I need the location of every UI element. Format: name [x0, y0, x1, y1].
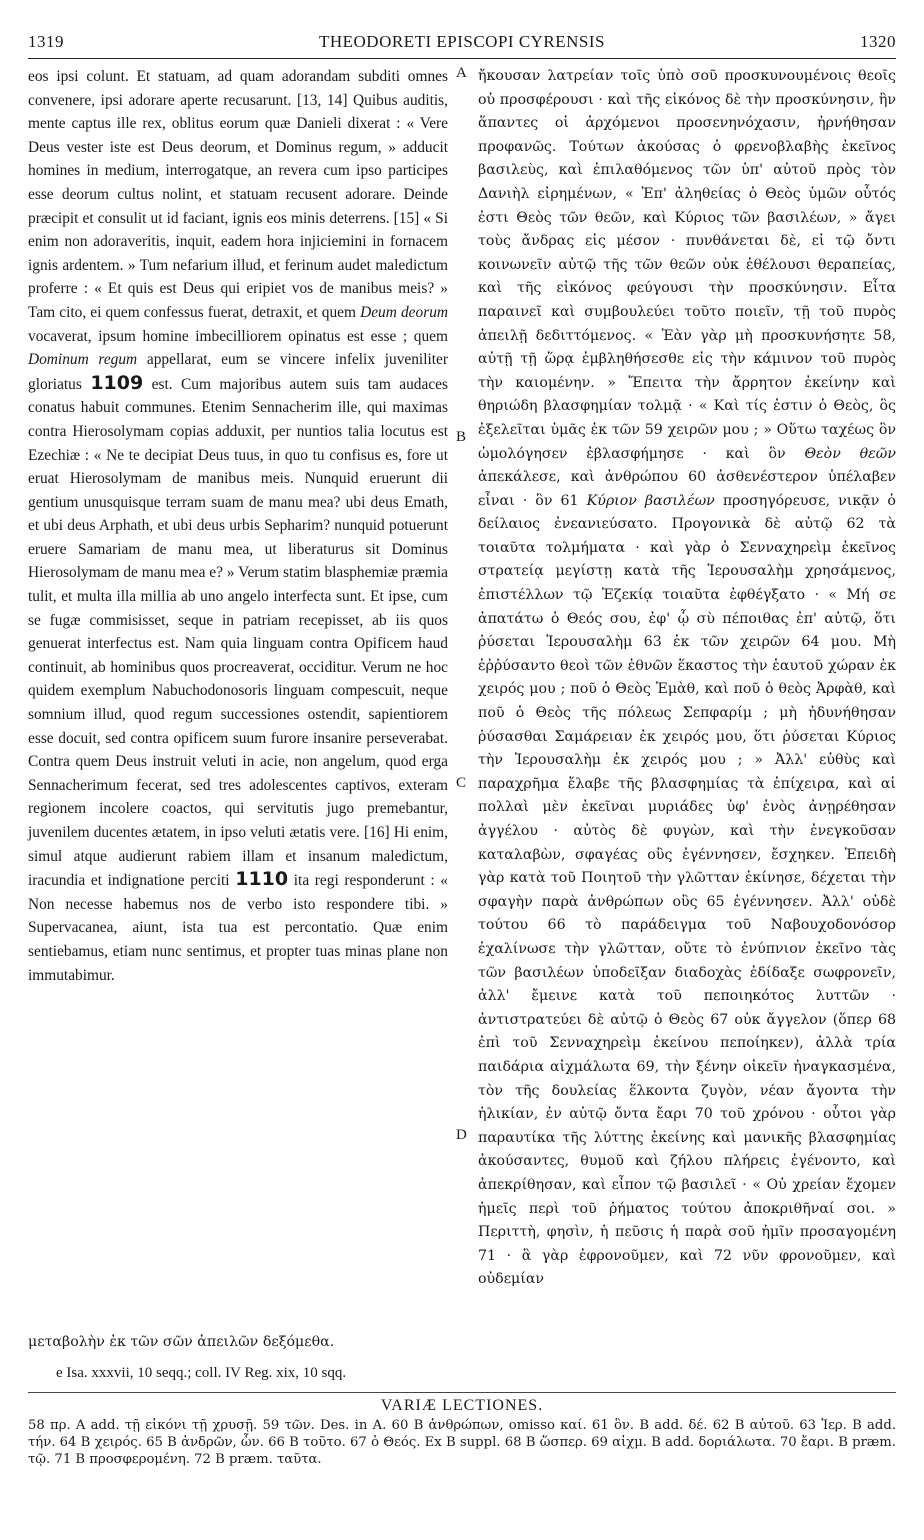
greek-segment: ἀπεκάλεσε, καὶ ἀνθρώπου 60 ἀσθενέστερον ὑπέλαβεν εἶναι · ὃν 61 [478, 469, 896, 509]
text-columns [28, 65, 896, 1325]
column-number-1109: 1109 [90, 371, 144, 394]
variae-lectiones-text: 58 πρ. A add. τῇ εἰκόνι τῇ χρυσῇ. 59 τῶν. Des. in A. 60 B ἀνθρώπων, omisso καί. 61 ὃν. B add. δέ. 62 B αὐτοῦ. 63 Ἱερ. B add. τήν. 64 B χειρός. 65 B ἀνδρῶν, ὧν. 66 B τοῦτο. 67 ὁ Θεός. Ex B suppl. 68 B ὥσπερ. 69 αἰχμ. B add. δοριάλωτα. 70 ἔαρι. B præm. τῷ. 71 B προσφερομένη. 72 B præm. ταῦτα. [28, 1417, 896, 1467]
variae-lectiones-heading: VARIÆ LECTIONES. [380, 1396, 544, 1414]
margin-letter-b: B [456, 429, 467, 445]
divider [28, 1392, 896, 1393]
running-head [28, 28, 896, 59]
page-number-left: 1319 [28, 32, 64, 51]
latin-segment: est. Cum majoribus autem suis tam audaces conatus habuit communes. Etenim Sennacherim ille, qui maximas contra Hierosolymam copias adduxit, per nuntios talia locutus est Ezechiæ : « Ne te decipiat Deus tuus, in quo tu confisus es, fore ut eruat Hierosolymam de manibus meis. Nunquid eruerunt dii gentium unusquisque terram suam de manu mea? ubi deus Emath, et ubi deus Arphath, et ubi deus urbis Sepharim? nunquid potuerunt eruere Samariam de manu mea, ut liberaturus sit Dominus Hierosolymam de manu mea e? » Verum statim blasphemiæ præmia tulit, et multa illa millia ab uno angelo interfecta sunt. Et ipse, cum se fugæ commisisset, seque in patriam recepisset, ab iis quos genuerat interfectus est. Nam quia linguam contra Opificem haud continuit, ab hominibus quos procreaverat, occiditur. Verum ne hoc quidem exemplum Nabuchodonosoris linguam compescuit, neque somnium illud, quod regum successiones ostendit, sapientiorem esse docuit, sed contra opificem suum furore insanire perseverabat. Contra quem Deus instruit veluti in acie, non angelum, quod erga Sennacherimum fecerat, sed tres adolescentes captivos, exteram regionem incolere coactos, qui servitutis jugo premebantur, juvenilem ducentes ætatem, in ipso veluti ætatis vere. [16] Hi enim, simul atque audierunt rabiem illam et insanum maledictum, iracundia et indignatione perciti [28, 375, 448, 890]
greek-italic-kyrion-basileon: Κύριον βασιλέων [586, 492, 715, 509]
greek-italic-theon-theon: Θεὸν θεῶν [804, 445, 896, 462]
margin-letter-a: A [456, 65, 467, 81]
margin-letter-c: C [456, 775, 467, 791]
greek-text [478, 65, 896, 1292]
greek-column [478, 65, 896, 1292]
latin-segment: ita regi responderunt : « Non necesse habemus nos de verbo isto respondere tibi. » Supervacanea, aiunt, ista tua est percontatio. Quæ enim sentiebamus, etiam nunc sentimus, et propter tuas minas plane non immutabimur. [28, 872, 448, 984]
page-number-right: 1320 [860, 32, 896, 51]
greek-continuation: μεταβολὴν ἐκ τῶν σῶν ἀπειλῶν δεξόμεθα. [28, 1334, 335, 1350]
greek-segment: ἤκουσαν λατρείαν τοῖς ὑπὸ σοῦ προσκυνουμένοις θεοῖς οὐ προσφέρουσι · καὶ τῆς εἰκόνος δὲ τὴν προσκύνησιν, ἣν ἅπαντες οἱ ἀρχόμενοι προσενηνόχασιν, ἠρνήθησαν προφανῶς. Τούτων ἀκούσας ὁ φρενοβλαβὴς ἐκεῖνος βασιλεὺς, καὶ ἐπιλαθόμενος τῶν ὑπ' αὐτοῦ πρὸς τὸν Δανιὴλ εἰρημένων, « Ἐπ' ἀληθείας ὁ Θεὸς ὑμῶν οὗτός ἐστι Θεὸς τῶν θεῶν, καὶ Κύριος τῶν βασιλέων, » ἄγει τοὺς ἄνδρας εἰς μέσον · πυνθάνεται δὲ, εἰ τῷ ὄντι κοινωνεῖν αὐτῷ τῆς τῶν θεῶν οὐκ ἐθέλουσι θεραπείας, καὶ τῆς εἰκόνος φεύγουσι τὴν προσκύνησιν. Εἶτα παραινεῖ καὶ συμβουλεύει τοῦτο ποιεῖν, τῇ τοῦ πυρὸς ἀπειλῇ δεδιττόμενος. « Ἐὰν γὰρ μὴ προσκυνήσητε 58, αὐτῇ τῇ ὥρᾳ ἐμβληθήσεσθε εἰς τὴν κάμινον τοῦ πυρὸς τὴν καιομένην. » Ἔπειτα τὴν ἄρρητον ἐκείνην καὶ θηριώδη βλασφημίαν τολμᾷ · « Καὶ τίς ἐστιν ὁ Θεὸς, ὃς ἐξελεῖται ὑμᾶς ἐκ τῶν 59 χειρῶν μου ; » Οὕτω ταχέως ὃν ὡμολόγησεν ἐβλασφήμησε · καὶ ὃν [478, 68, 896, 462]
footnote: e Isa. xxxvii, 10 seqq.; coll. IV Reg. xix, 10 sqq. [56, 1364, 347, 1381]
page [28, 28, 896, 1518]
margin-letter-d: D [456, 1127, 467, 1143]
page-title: THEODORETI EPISCOPI CYRENSIS [318, 32, 606, 51]
latin-italic-dominum-regum: Dominum regum [28, 351, 138, 369]
latin-segment: vocaverat, ipsum homine imbecilliorem opinatus est esse ; quem [28, 327, 448, 345]
latin-column [28, 65, 448, 987]
latin-italic-deum-deorum: Deum deorum [360, 303, 448, 321]
greek-segment: προσηγόρευσε, νικᾷν ὁ δείλαιος ἐνεανιεύσατο. Προγονικὰ δὲ αὐτῷ 62 τὰ τοιαῦτα τολμήματα · καὶ γὰρ ὁ Σενναχηρεὶμ ἐκεῖνος στρατείᾳ μεγίστῃ κατὰ τῆς Ἱερουσαλὴμ χρησάμενος, ἐπιστέλλων τῷ Ἐζεκίᾳ τοιαῦτα ἐφθέγξατο · « Μή σε ἀπατάτω ὁ Θεός σου, ἐφ' ᾧ σὺ πέποιθας ἐπ' αὐτῷ, ὅτι ῥύσεται Ἱερουσαλὴμ 63 ἐκ τῶν χειρῶν 64 μου. Μὴ ἐῤῥύσαντο θεοὶ τῶν ἐθνῶν ἕκαστος τὴν ἑαυτοῦ χώραν ἐκ χειρός μου ; ποῦ ὁ Θεὸς Ἐμὰθ, καὶ ποῦ ὁ θεὸς Ἀρφὰθ, καὶ ποῦ ὁ Θεὸς τῆς πόλεως Σεπφαρίμ ; μὴ ἠδυνήθησαν ῥύσασθαι Σαμάρειαν ἐκ χειρός μου, ὅτι ῥύσεται Κύριος τὴν Ἱερουσαλὴμ ἐκ χειρός μου ; » Ἀλλ' εὐθὺς καὶ παραχρῆμα ἔλαβε τῆς βλασφημίας τὰ ἐπίχειρα, καὶ αἱ πολλαὶ μὲν ἐκεῖναι μυριάδες ὑφ' ἑνὸς ἀνῃρέθησαν ἀγγέλου · αὐτὸς δὲ φυγὼν, καὶ τὴν ἐνεγκοῦσαν καταλαβὼν, σφαγέας οὓς ἐγέννησεν, ἔσχηκεν. Ἐπειδὴ γὰρ κατὰ τοῦ Ποιητοῦ τὴν γλῶτταν ἐκίνησε, δέχεται τὴν σφαγὴν παρὰ ἀνθρώπων οὓς 65 ἐγέννησεν. Ἀλλ' οὐδὲ τούτου 66 τὸ παράδειγμα τοῦ Ναβουχοδονόσορ ἐχαλίνωσε τὴν γλῶτταν, οὔτε τὸ ἐνύπνιον ἐκεῖνο τὰς τῶν βασιλέων ὑποδεῖξαν διαδοχὰς ἐδίδαξε σωφρονεῖν, ἀλλ' ἔμεινε κατὰ τοῦ πεποιηκότος λυττῶν · ἀντιστρατεύει δὲ αὐτῷ ὁ Θεὸς 67 οὐκ ἄγγελον (ὅπερ 68 ἐπὶ τοῦ Σενναχηρεὶμ ἐκείνου πεποίηκεν), ἀλλὰ τρία παιδάρια αἰχμάλωτα 69, τὴν ξένην οἰκεῖν ἠναγκασμένα, τὸν τῆς δουλείας ἕλκοντα ζυγὸν, νέαν ἄγοντα τὴν ἡλικίαν, ἐν αὐτῷ ὄντα ἔαρι 70 τοῦ χρόνου · οὗτοι γὰρ παραυτίκα τῆς λύττης ἐκείνης καὶ μανικῆς βλασφημίας ἀκούσαντες, θυμοῦ καὶ ζήλου πλήρεις ἐγένοντο, καὶ ἀπεκρίθησαν, καὶ εἶπον τῷ βασιλεῖ · « Οὐ χρείαν ἔχομεν ἡμεῖς περὶ τοῦ ῥήματος τούτου ἀποκριθῆναί σοι. » Περιττὴ, φησὶν, ἡ πεῦσις ἡ παρὰ σοῦ ἡμῖν προσαγομένη 71 · ἃ γὰρ ἐφρονοῦμεν, καὶ 72 νῦν φρονοῦμεν, καὶ οὐδεμίαν [478, 492, 896, 1288]
latin-segment: appellarat, eum se vincere infelix juveniliter gloriatus [28, 351, 448, 393]
latin-segment: eos ipsi colunt. Et statuam, ad quam adorandam subditi omnes convenere, ipsi adorare aperte recusarunt. [13, 14] Quibus auditis, mente captus ille rex, oblitus eorum quæ Danieli dixerat : « Vere Deus vester iste est Deus deorum, et Dominus regum, » adducit homines in medium, interrogatque, an revera cum ipso participes esse deorum cultus nolint, et statuam recusent adorare. Deinde præcipit et consulit ut id faciant, ignis eos minis deterrens. [15] « Si enim non adoraveritis, inquit, eadem hora injiciemini in fornacem ignis ardentem. » Tum nefarium illud, et ferinum audet maledictum proferre : « Et quis est Deus qui eripiet vos de manibus meis? » Tam cito, ei quem confessus fuerat, detraxit, et quem [28, 68, 448, 321]
latin-text [28, 65, 448, 987]
column-number-1110: 1110 [235, 868, 289, 891]
